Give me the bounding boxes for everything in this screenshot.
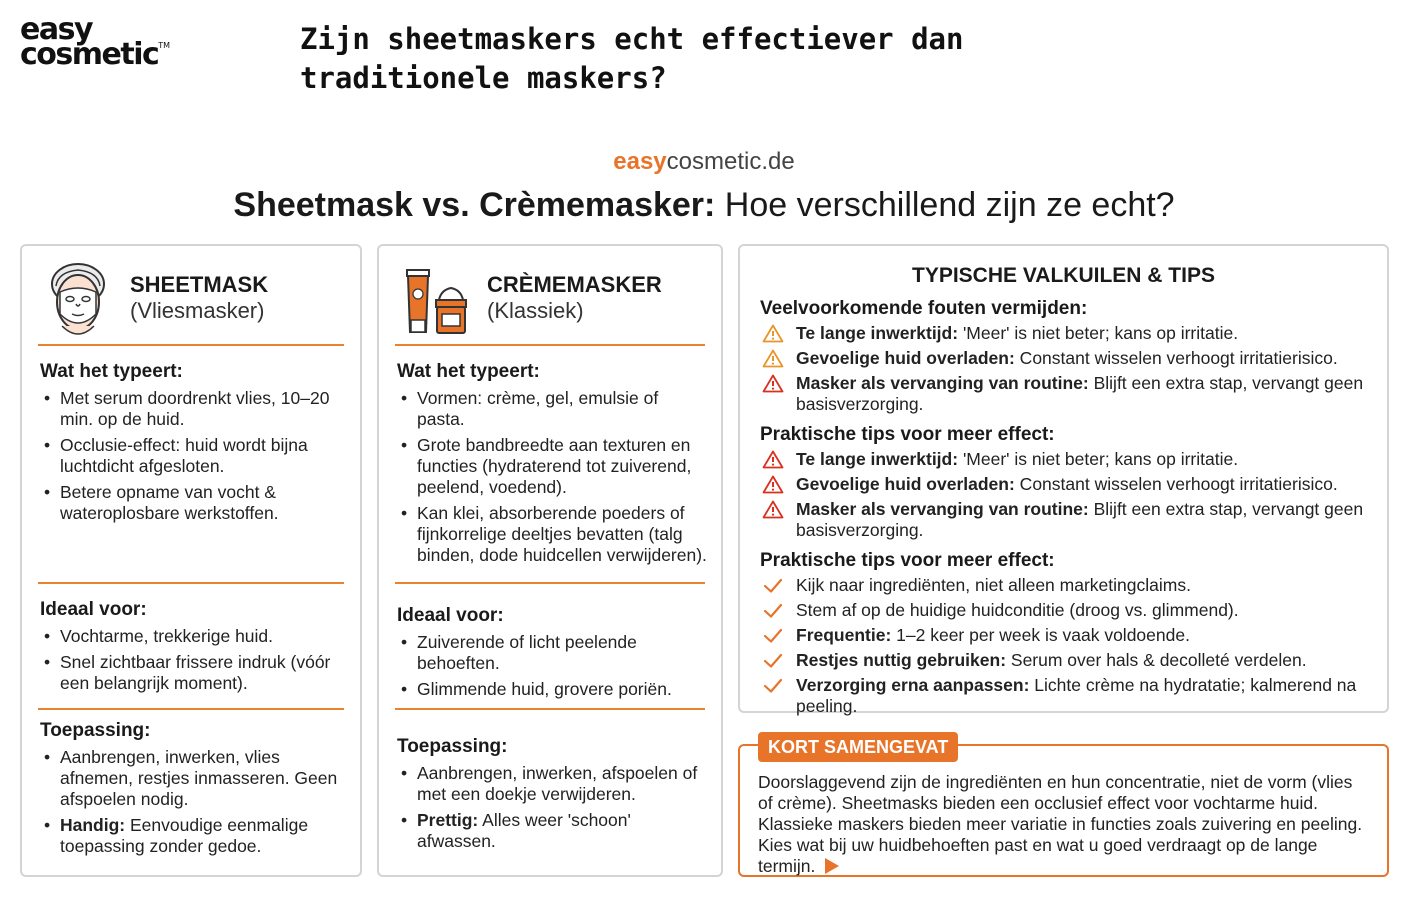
divider — [38, 708, 344, 710]
divider — [38, 582, 344, 584]
face-mask-icon — [46, 262, 110, 338]
sheetmask-toepassing-list — [40, 747, 340, 862]
list-item: Frequentie: 1–2 keer per week is vaak voldoende. — [762, 625, 1377, 646]
cremasker-card — [377, 244, 723, 877]
cremasker-ideaal-title: Ideaal voor: — [397, 605, 504, 626]
list-item: Masker als vervanging van routine: Blijft een extra stap, vervangt geen basisverzorging. — [762, 499, 1377, 541]
summary-badge: KORT SAMENGEVAT — [758, 732, 958, 762]
list-item: • Snel zichtbaar frissere indruk (vóór een belangrijk moment). — [40, 652, 340, 694]
logo-line-1: easy — [20, 12, 93, 47]
tips-mistakes-list — [762, 323, 1377, 419]
sheetmask-toepassing-title: Toepassing: — [40, 720, 151, 741]
check-icon — [762, 651, 784, 670]
cremasker-header — [403, 262, 707, 342]
list-item: Te lange inwerktijd: 'Meer' is niet beter; kans op irritatie. — [762, 449, 1377, 470]
tips-practical-warning-list — [762, 449, 1377, 545]
divider — [38, 344, 344, 346]
check-icon — [762, 601, 784, 620]
infographic-headline: Sheetmask vs. Crèmemasker: Hoe verschillend zijn ze echt? — [233, 186, 1175, 224]
list-item: Kijk naar ingrediënten, niet alleen marketingclaims. — [762, 575, 1377, 596]
tips-title: TYPISCHE VALKUILEN & TIPS — [912, 264, 1215, 287]
divider — [395, 582, 705, 584]
list-item: • Vochtarme, trekkerige huid. — [40, 626, 340, 647]
list-item: Stem af op de huidige huidconditie (droog vs. glimmend). — [762, 600, 1377, 621]
cremasker-typeert-list — [397, 388, 707, 571]
list-item: Masker als vervanging van routine: Blijft een extra stap, vervangt geen basisverzorging. — [762, 373, 1377, 415]
logo-line-2: cosmetic™ — [20, 36, 171, 72]
sheetmask-typeert-title: Wat het typeert: — [40, 361, 183, 382]
cremasker-ideaal-list — [397, 632, 713, 705]
sheetmask-typeert-list — [40, 388, 340, 529]
divider — [395, 344, 705, 346]
list-item: Verzorging erna aanpassen: Lichte crème na hydratatie; kalmerend na peeling. — [762, 675, 1377, 717]
list-item: • Met serum doordrenkt vlies, 10–20 min. op de huid. — [40, 388, 340, 430]
list-item: • Aanbrengen, inwerken, afspoelen of met een doekje verwijderen. — [397, 763, 707, 805]
article-title: Zijn sheetmaskers echt effectiever dan traditionele maskers? — [300, 22, 964, 95]
cream-tube-jar-icon — [403, 262, 467, 338]
arrow-right-icon — [825, 858, 839, 874]
sheetmask-ideaal-list — [40, 626, 340, 699]
list-item: Restjes nuttig gebruiken: Serum over hals & decolleté verdelen. — [762, 650, 1377, 671]
list-item: Gevoelige huid overladen: Constant wisselen verhoogt irritatierisico. — [762, 474, 1377, 495]
list-item: • Aanbrengen, inwerken, vlies afnemen, restjes inmasseren. Geen afspoelen nodig. — [40, 747, 340, 810]
warning-icon — [762, 349, 784, 368]
summary-text: Doorslaggevend zijn de ingrediënten en hun concentratie, niet de vorm (vlies of crème). Sheetmasks bieden een occlusief effect voor vochtarme huid. Klassieke maskers bieden meer variatie in functies zoals zuivering en peeling. Kies wat bij uw huidbehoeften past en wat u goed verdraagt op de lange termijn. — [758, 772, 1363, 876]
sheetmask-title: SHEETMASK — [130, 272, 269, 297]
cremasker-subtitle: (Klassiek) — [487, 298, 584, 323]
warning-icon — [762, 324, 784, 343]
list-item: • Handig: Eenvoudige eenmalige toepassing zonder gedoe. — [40, 815, 340, 857]
warning-icon — [762, 450, 784, 469]
cremasker-title: CRÈMEMASKER — [487, 272, 662, 297]
warning-icon — [762, 500, 784, 519]
cremasker-toepassing-title: Toepassing: — [397, 736, 508, 757]
tips-practical-title: Praktische tips voor meer effect: — [760, 424, 1055, 445]
summary-box — [738, 737, 1389, 877]
tips-check-list — [762, 575, 1377, 721]
list-item: • Occlusie-effect: huid wordt bijna luchtdicht afgesloten. — [40, 435, 340, 477]
list-item: • Grote bandbreedte aan texturen en functies (hydraterend tot zuiverend, peelend, voedend). — [397, 435, 707, 498]
sheetmask-subtitle: (Vliesmasker) — [130, 298, 265, 323]
list-item: • Betere opname van vocht & wateroplosbare werkstoffen. — [40, 482, 340, 524]
logo-trademark: TM — [158, 40, 171, 50]
sheetmask-card — [20, 244, 362, 877]
list-item: Te lange inwerktijd: 'Meer' is niet beter; kans op irritatie. — [762, 323, 1377, 344]
check-icon — [762, 676, 784, 695]
cremasker-toepassing-list — [397, 763, 707, 857]
list-item: • Kan klei, absorberende poeders of fijnkorrelige deeltjes bevatten (talg binden, dode huidcellen verwijderen). — [397, 503, 707, 566]
divider — [395, 708, 705, 710]
brand-line: easycosmetic.de — [613, 148, 795, 175]
easycosmetic-logo — [20, 12, 190, 72]
list-item: • Zuiverende of licht peelende behoeften. — [397, 632, 713, 674]
tips-card — [738, 244, 1389, 716]
list-item: • Vormen: crème, gel, emulsie of pasta. — [397, 388, 707, 430]
cremasker-typeert-title: Wat het typeert: — [397, 361, 540, 382]
check-icon — [762, 576, 784, 595]
list-item: • Glimmende huid, grovere poriën. — [397, 679, 713, 700]
tips-mistakes-title: Veelvoorkomende fouten vermijden: — [760, 298, 1088, 319]
sheetmask-ideaal-title: Ideaal voor: — [40, 599, 147, 620]
list-item: • Prettig: Alles weer 'schoon' afwassen. — [397, 810, 707, 852]
warning-icon — [762, 475, 784, 494]
tips-practical-title-2: Praktische tips voor meer effect: — [760, 550, 1055, 571]
warning-icon — [762, 374, 784, 393]
sheetmask-header — [46, 262, 346, 342]
check-icon — [762, 626, 784, 645]
list-item: Gevoelige huid overladen: Constant wisselen verhoogt irritatierisico. — [762, 348, 1377, 369]
